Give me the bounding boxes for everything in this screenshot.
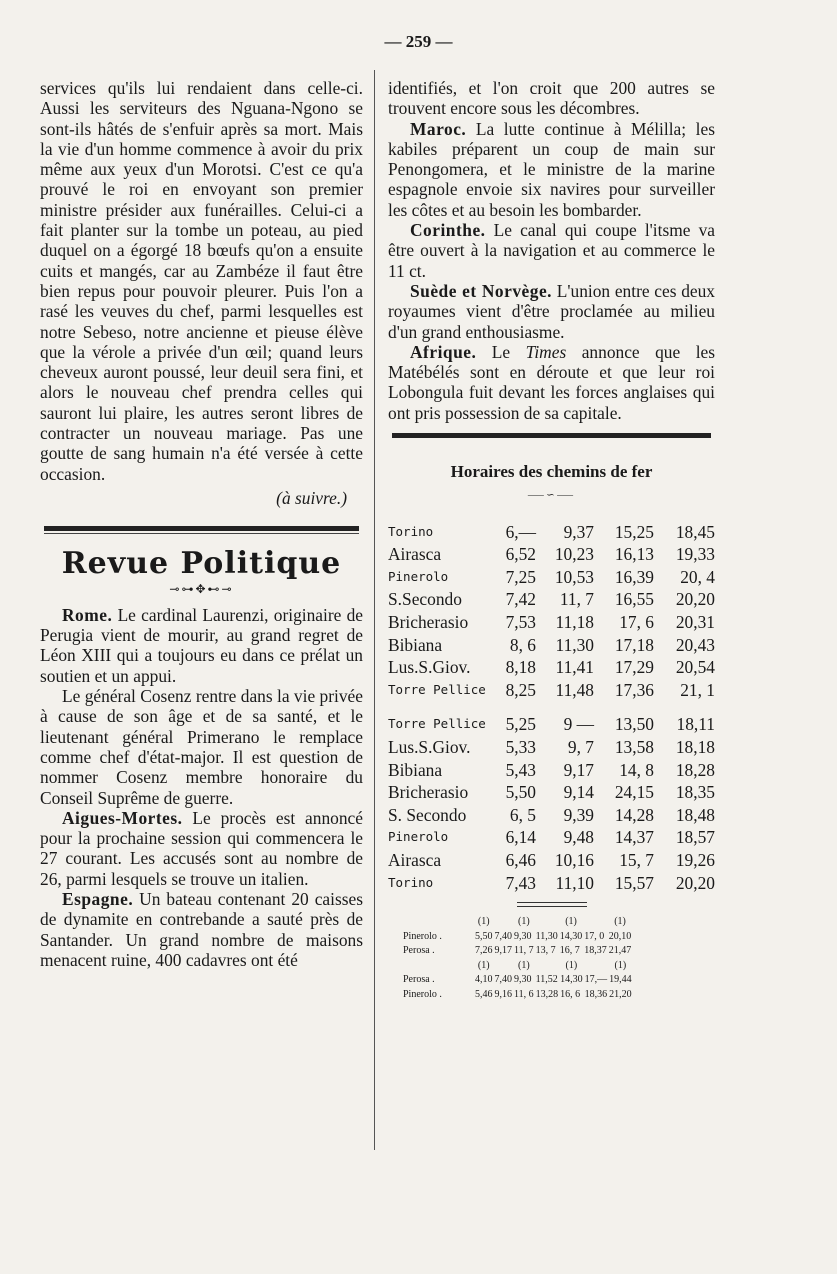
timetable-row xyxy=(388,634,715,657)
footnote-mark: (1) xyxy=(614,916,626,928)
departure-time: 5,50 xyxy=(475,930,493,942)
news-text-lead: Le xyxy=(491,341,511,362)
departure-time: 5,50 xyxy=(505,782,536,803)
departure-time: 14,28 xyxy=(614,804,654,825)
departure-time: 8,25 xyxy=(505,679,536,700)
departure-time: 8,18 xyxy=(505,657,536,678)
departure-time: 18,18 xyxy=(675,736,715,757)
departure-time: 4,10 xyxy=(475,974,493,986)
departure-time: 18,11 xyxy=(676,714,715,735)
news-item xyxy=(40,686,363,808)
timetable-row xyxy=(388,611,715,634)
section-rule-thick xyxy=(44,526,359,531)
timetable-ornament: ⸺∽⸺ xyxy=(527,490,576,502)
station-name: Airasca xyxy=(388,849,442,870)
page-number: — 259 — xyxy=(384,32,453,51)
departure-time: 7,40 xyxy=(494,974,512,986)
perosa-timetable-2 xyxy=(402,959,633,1003)
timetable-row xyxy=(388,713,715,736)
news-text: Le cardinal Laurenzi, originaire de Perugia vient de mourir, au grand regret de Léon XIII qui a toujours eu dans ce prélat un soutien et un appui. xyxy=(40,604,364,686)
ornament-divider: ⊸⊶✥⊷⊸ xyxy=(169,581,234,596)
station-name: Bricherasio xyxy=(388,612,469,633)
departure-time: 6,52 xyxy=(505,544,536,565)
departure-time: 14,30 xyxy=(559,930,583,942)
footnote-mark xyxy=(535,959,560,974)
departure-time: 18,57 xyxy=(675,827,715,848)
footnote-mark: (1) xyxy=(517,959,530,971)
timetable-row xyxy=(388,588,715,611)
departure-time: 18,45 xyxy=(675,521,715,542)
departure-time: 17,36 xyxy=(614,679,654,700)
news-text: La lutte continue à Mélilla; les kabiles préparent un coup de main sur Penongomera, et le ministre de la marine espagnole envoie six navires pour surveiller les côtes et au besoin les bombarder. xyxy=(388,118,716,220)
section-title: Revue Politique xyxy=(61,546,342,582)
departure-time: 5,25 xyxy=(505,714,536,735)
station-name: Pinerolo . xyxy=(403,988,442,1000)
departure-time: 17,18 xyxy=(614,634,654,655)
departure-time: 18,28 xyxy=(675,759,715,780)
news-item xyxy=(40,605,363,686)
news-text: Le canal qui coupe l'itsme va être ouvert à la navigation et au commerce le 11 ct. xyxy=(388,220,715,281)
news-text: annonce que les Matébélés sont en déroute et que leur roi Lobongula fuit devant les forces anglaises qui ont pris possession de sa capitale. xyxy=(388,341,716,423)
perosa-row xyxy=(402,973,633,988)
departure-time: 16,39 xyxy=(614,566,654,587)
departure-time: 5,43 xyxy=(505,759,536,780)
departure-time: 20,43 xyxy=(675,634,715,655)
section-rule-thin xyxy=(44,533,359,534)
departure-time: 6,14 xyxy=(505,827,536,848)
station-name: Lus.S.Giov. xyxy=(388,736,471,757)
departure-time: 13,58 xyxy=(614,736,654,757)
departure-time: 7,43 xyxy=(505,872,536,893)
right-column xyxy=(388,78,715,1002)
departure-time: 11,30 xyxy=(535,930,558,942)
station-name: Perosa . xyxy=(403,974,435,986)
departure-time: 17,— xyxy=(584,974,608,986)
departure-time: 15,57 xyxy=(614,872,654,893)
station-name: Pinerolo . xyxy=(403,930,442,942)
footnote-mark: (1) xyxy=(477,959,490,971)
departure-time: 17, 0 xyxy=(584,930,605,942)
blank-cell xyxy=(402,959,474,974)
footnote-mark: (1) xyxy=(565,959,578,971)
timetable-row xyxy=(388,543,715,566)
timetable-sub-rule xyxy=(517,902,587,907)
departure-time: 17, 6 xyxy=(619,612,654,633)
footnote-mark xyxy=(584,959,609,974)
departure-time: 11,41 xyxy=(555,657,594,678)
station-name: Airasca xyxy=(388,544,442,565)
news-item xyxy=(40,889,363,970)
departure-time: 16,13 xyxy=(614,544,654,565)
departure-time: 10,23 xyxy=(554,544,594,565)
departure-time: 14, 8 xyxy=(619,759,654,780)
news-keyword: Maroc. xyxy=(410,118,467,139)
footnote-marks-row xyxy=(402,915,632,930)
departure-time: 20,54 xyxy=(675,657,715,678)
timetable-row xyxy=(388,872,715,895)
departure-time: 24,15 xyxy=(614,782,654,803)
continued-news-text: identifiés, et l'on croit que 200 autres se trouvent encore sous les décombres. xyxy=(388,78,715,119)
departure-time: 13,28 xyxy=(535,988,559,1000)
timetable-row xyxy=(388,804,715,827)
news-keyword: Espagne. xyxy=(62,888,134,909)
station-name: Lus.S.Giov. xyxy=(388,657,471,678)
station-name: Bricherasio xyxy=(388,782,469,803)
timetable-row xyxy=(388,679,715,702)
news-text: Le procès est annoncé pour la prochaine session qui commencera le 27 courant. Les accusés sont au nombre de 26, parmi lesquels se trouve un italien. xyxy=(40,807,363,889)
station-name: Pinerolo xyxy=(388,829,449,845)
timetable-rule-thick xyxy=(392,433,711,438)
departure-time: 5,33 xyxy=(505,736,536,757)
news-keyword: Afrique. xyxy=(410,341,477,362)
departure-time: 7,26 xyxy=(475,945,493,957)
perosa-timetable-1 xyxy=(402,915,632,959)
news-item xyxy=(388,220,715,281)
station-name: Torre Pellice xyxy=(388,681,486,697)
news-item xyxy=(388,119,715,220)
footnote-mark xyxy=(494,915,514,930)
timetable-row xyxy=(388,759,715,782)
departure-time: 7,40 xyxy=(494,930,512,942)
departure-time: 21,20 xyxy=(609,988,632,1000)
footnote-mark xyxy=(535,915,559,930)
news-text: Un bateau contenant 20 caisses de dynamite en contrebande a sauté près de Santander. Un grand nombre de maisons menacent ruine, 400 cadavres ont été xyxy=(40,888,363,970)
news-keyword: Suède et Norvège. xyxy=(410,280,553,301)
news-keyword: Rome. xyxy=(62,604,113,625)
departure-time: 17,29 xyxy=(614,657,654,678)
departure-time: 11,52 xyxy=(535,974,558,986)
continued-article-text: services qu'ils lui rendaient dans celle-ci. Aussi les serviteurs des Nguana-Ngono se sont-ils hâtés de s'enfuir après sa mort. Mais la vie d'un homme commence à avoir du prix même aux yeux d'un Morotsi. C'est ce qu'a prouvé le roi en envoyant son premier ministre présider aux funérailles. Celui-ci a fait planter sur la tombe un poteau, au pied duquel on a égorgé 18 bœufs qu'on a ensuite cuits et mangés, car au Zambéze il faut être bien repus pour pouvoir pleurer. Puis l'on a rasé les veuves du chef, parmi lesquelles est notre Sebeso, notre ancienne et pieuse élève que la vérole a privée d'un œil; quand leurs cheveux auront poussé, leur deuil sera fini, et alors le nouveau chef prendra celles qui sauront lui plaire, les autres seront libres de contracter un nouveau mariage. Pas une goutte de sang humain n'a été versée à cette occasion. xyxy=(40,78,363,484)
news-text: L'union entre ces deux royaumes vient d'être proclamée au milieu d'un grand enthousiasme. xyxy=(388,280,715,342)
footnote-mark xyxy=(583,915,608,930)
departure-time: 9,16 xyxy=(494,988,512,1000)
departure-time: 16, 7 xyxy=(559,945,580,957)
station-name: S.Secondo xyxy=(388,589,462,610)
timetable-outbound xyxy=(388,521,715,702)
departure-time: 13, 7 xyxy=(535,945,556,957)
footnote-mark: (1) xyxy=(565,916,577,928)
departure-time: 11,30 xyxy=(555,634,594,655)
perosa-row xyxy=(402,944,632,959)
station-name: Pinerolo xyxy=(388,568,449,584)
station-name: Torino xyxy=(388,874,434,890)
timetable-title: Horaires des chemins de fer xyxy=(450,462,653,482)
timetable-row xyxy=(388,826,715,849)
departure-time: 21, 1 xyxy=(680,679,715,700)
news-item xyxy=(388,281,715,342)
departure-time: 9,30 xyxy=(514,930,532,942)
departure-time: 18,48 xyxy=(675,804,715,825)
departure-time: 10,53 xyxy=(554,566,594,587)
departure-time: 18,36 xyxy=(584,988,608,1000)
departure-time: 6,— xyxy=(505,521,536,542)
departure-time: 16, 6 xyxy=(560,988,581,1000)
station-name: Perosa . xyxy=(403,945,435,957)
departure-time: 15, 7 xyxy=(619,849,654,870)
departure-time: 10,16 xyxy=(554,849,594,870)
footnote-marks-row xyxy=(402,959,633,974)
departure-time: 11, 7 xyxy=(559,589,594,610)
departure-time: 9,30 xyxy=(514,974,532,986)
timetable-row xyxy=(388,849,715,872)
news-item xyxy=(40,808,363,889)
departure-time: 18,35 xyxy=(675,782,715,803)
left-column xyxy=(40,78,363,970)
blank-cell xyxy=(402,915,474,930)
departure-time: 9,14 xyxy=(563,782,594,803)
footnote-mark xyxy=(494,959,514,974)
departure-time: 6, 5 xyxy=(509,804,536,825)
departure-time: 11, 6 xyxy=(514,988,534,1000)
departure-time: 9,17 xyxy=(494,945,512,957)
departure-time: 19,33 xyxy=(675,544,715,565)
departure-time: 20,10 xyxy=(608,930,632,942)
station-name: Bibiana xyxy=(388,759,443,780)
departure-time: 9 — xyxy=(563,714,594,735)
departure-time: 9,48 xyxy=(563,827,594,848)
departure-time: 7,42 xyxy=(505,589,536,610)
departure-time: 9,17 xyxy=(563,759,594,780)
timetable-row xyxy=(388,566,715,589)
station-name: Torino xyxy=(388,523,434,539)
news-items-left xyxy=(40,605,363,970)
news-item xyxy=(388,342,715,423)
timetable-row xyxy=(388,521,715,544)
news-keyword: Corinthe. xyxy=(410,220,486,241)
station-name: Bibiana xyxy=(388,634,443,655)
departure-time: 5,46 xyxy=(475,988,493,1000)
departure-time: 20,20 xyxy=(675,872,715,893)
station-name: S. Secondo xyxy=(388,804,467,825)
departure-time: 9, 7 xyxy=(567,736,594,757)
departure-time: 20,20 xyxy=(675,589,715,610)
timetable-return xyxy=(388,713,715,894)
news-items-right xyxy=(388,119,715,423)
departure-time: 15,25 xyxy=(614,521,654,542)
departure-time: 18,37 xyxy=(584,945,607,957)
departure-time: 7,53 xyxy=(505,612,536,633)
departure-time: 9,39 xyxy=(563,804,594,825)
timetable-row xyxy=(388,736,715,759)
departure-time: 20, 4 xyxy=(680,566,715,587)
footnote-mark: (1) xyxy=(477,916,490,928)
departure-time: 11,18 xyxy=(555,612,594,633)
departure-time: 19,26 xyxy=(675,849,715,870)
news-emphasis: Times xyxy=(525,341,567,362)
departure-time: 11, 7 xyxy=(514,945,534,957)
footnote-mark: (1) xyxy=(517,916,530,928)
departure-time: 20,31 xyxy=(675,612,715,633)
news-text: Le général Cosenz rentre dans la vie privée à cause de son âge et de sa santé, et le lieutenant général Primerano le remplace comme chef d'état-major. Il est question de nommer Cosenz membre honoraire du Conseil Suprême de guerre. xyxy=(40,686,363,808)
perosa-row xyxy=(402,930,632,945)
departure-time: 21,47 xyxy=(608,945,632,957)
departure-time: 6,46 xyxy=(505,849,536,870)
news-keyword: Aigues-Mortes. xyxy=(62,807,183,828)
departure-time: 14,30 xyxy=(560,974,583,986)
timetable-row xyxy=(388,656,715,679)
departure-time: 14,37 xyxy=(614,827,654,848)
departure-time: 7,25 xyxy=(505,566,536,587)
departure-time: 11,48 xyxy=(555,679,594,700)
perosa-row xyxy=(402,988,633,1003)
station-name: Torre Pellice xyxy=(388,716,486,732)
footnote-mark: (1) xyxy=(614,959,627,971)
departure-time: 19,44 xyxy=(609,974,632,986)
column-divider xyxy=(374,70,375,1150)
departure-time: 11,10 xyxy=(555,872,594,893)
departure-time: 13,50 xyxy=(614,714,654,735)
timetable-row xyxy=(388,781,715,804)
departure-time: 8, 6 xyxy=(509,634,536,655)
to-be-continued-note: (à suivre.) xyxy=(276,487,347,508)
departure-time: 9,37 xyxy=(563,521,594,542)
departure-time: 16,55 xyxy=(614,589,654,610)
